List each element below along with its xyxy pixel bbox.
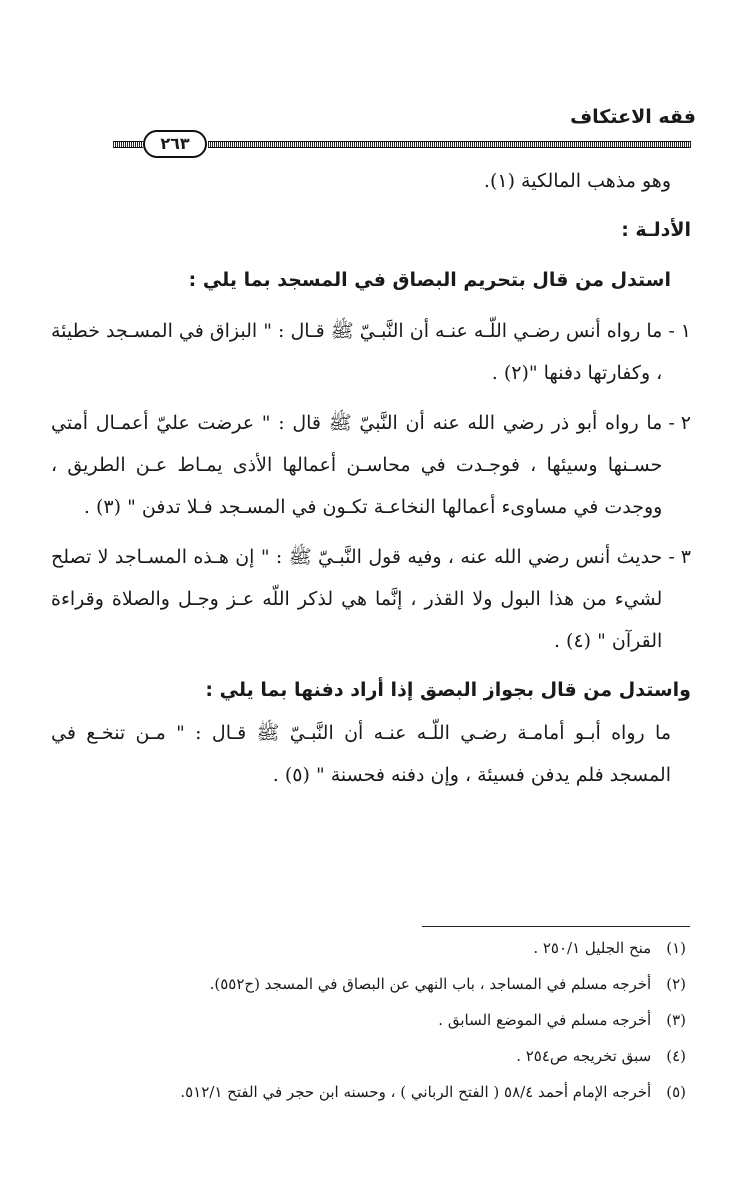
item-text: ما رواه أنس رضـي اللّـه عنـه أن النَّبـيّ ﷺ قـال : " البزاق في المسـجد خطيئة ، وكفارتها دفنها "(٢) . bbox=[51, 320, 663, 384]
header-rule-left bbox=[113, 141, 143, 148]
page-body bbox=[51, 160, 691, 796]
prohibition-heading: استدل من قال بتحريم البصاق في المسجد بما يلي : bbox=[188, 269, 671, 291]
footnote-text: منح الجليل ٢٥٠/١ . bbox=[533, 939, 652, 957]
footnote bbox=[56, 1038, 686, 1074]
footnote bbox=[56, 930, 686, 966]
item-number: ٢ - bbox=[668, 412, 691, 434]
list-item bbox=[51, 536, 691, 662]
permission-heading: واستدل من قال بجواز البصق إذا أراد دفنها بما يلي : bbox=[205, 679, 691, 701]
page-number: ٢٦٣ bbox=[143, 130, 207, 158]
footnote-key: (٢) bbox=[666, 975, 686, 993]
item-text: حديث أنس رضي الله عنه ، وفيه قول النَّبـيّ ﷺ : " إن هـذه المسـاجد لا تصلح لشيء من هذا البول ولا القذر ، إنَّما هي لذكر اللّه عـز وجـل والصلاة وقراءة القرآن " (٤) . bbox=[51, 546, 663, 652]
footnote-separator bbox=[422, 926, 690, 927]
footnotes bbox=[56, 930, 686, 1110]
footnote bbox=[56, 966, 686, 1002]
footnote-key: (٣) bbox=[666, 1011, 686, 1029]
header-rule bbox=[113, 130, 691, 160]
evidence-heading: الأدلـة : bbox=[621, 219, 691, 241]
item-text: ما رواه أبو ذر رضي الله عنه أن النَّبيّ ﷺ قال : " عرضت عليّ أعمـال أمتي حسـنها وسيئها ، فوجـدت في محاسـن أعمالها الأذى يمـاط عـن الطريق ، ووجدت في مساوىء أعمالها النخاعـة تكـون في المسـجد فـلا تدفن " (٣) . bbox=[51, 412, 663, 518]
footnote-key: (١) bbox=[666, 939, 686, 957]
opening-line: وهو مذهب المالكية (١). bbox=[483, 170, 671, 192]
footnote bbox=[56, 1002, 686, 1038]
header-rule-right bbox=[208, 141, 691, 148]
item-number: ١ - bbox=[668, 320, 691, 342]
footnote-key: (٥) bbox=[666, 1083, 686, 1101]
footnote-key: (٤) bbox=[666, 1047, 686, 1065]
footnote bbox=[56, 1074, 686, 1110]
item-number: ٣ - bbox=[668, 546, 691, 568]
running-title: فقه الاعتكاف bbox=[570, 106, 696, 128]
footnote-text: سبق تخريجه ص٢٥٤ . bbox=[516, 1047, 652, 1065]
list-item bbox=[51, 402, 691, 528]
footnote-text: أخرجه مسلم في المساجد ، باب النهي عن البصاق في المسجد (ح٥٥٢). bbox=[209, 975, 652, 993]
footnote-text: أخرجه مسلم في الموضع السابق . bbox=[438, 1011, 652, 1029]
list-item bbox=[51, 310, 691, 394]
footnote-text: أخرجه الإمام أحمد ٥٨/٤ ( الفتح الرباني ) ، وحسنه ابن حجر في الفتح ٥١٢/١. bbox=[180, 1083, 652, 1101]
permission-text: ما رواه أبـو أمامـة رضـي اللّـه عنـه أن النَّبـيّ ﷺ قـال : " مـن تنخـع في المسجد فلم يدفن فسيئة ، وإن دفنه فحسنة " (٥) . bbox=[51, 722, 671, 786]
